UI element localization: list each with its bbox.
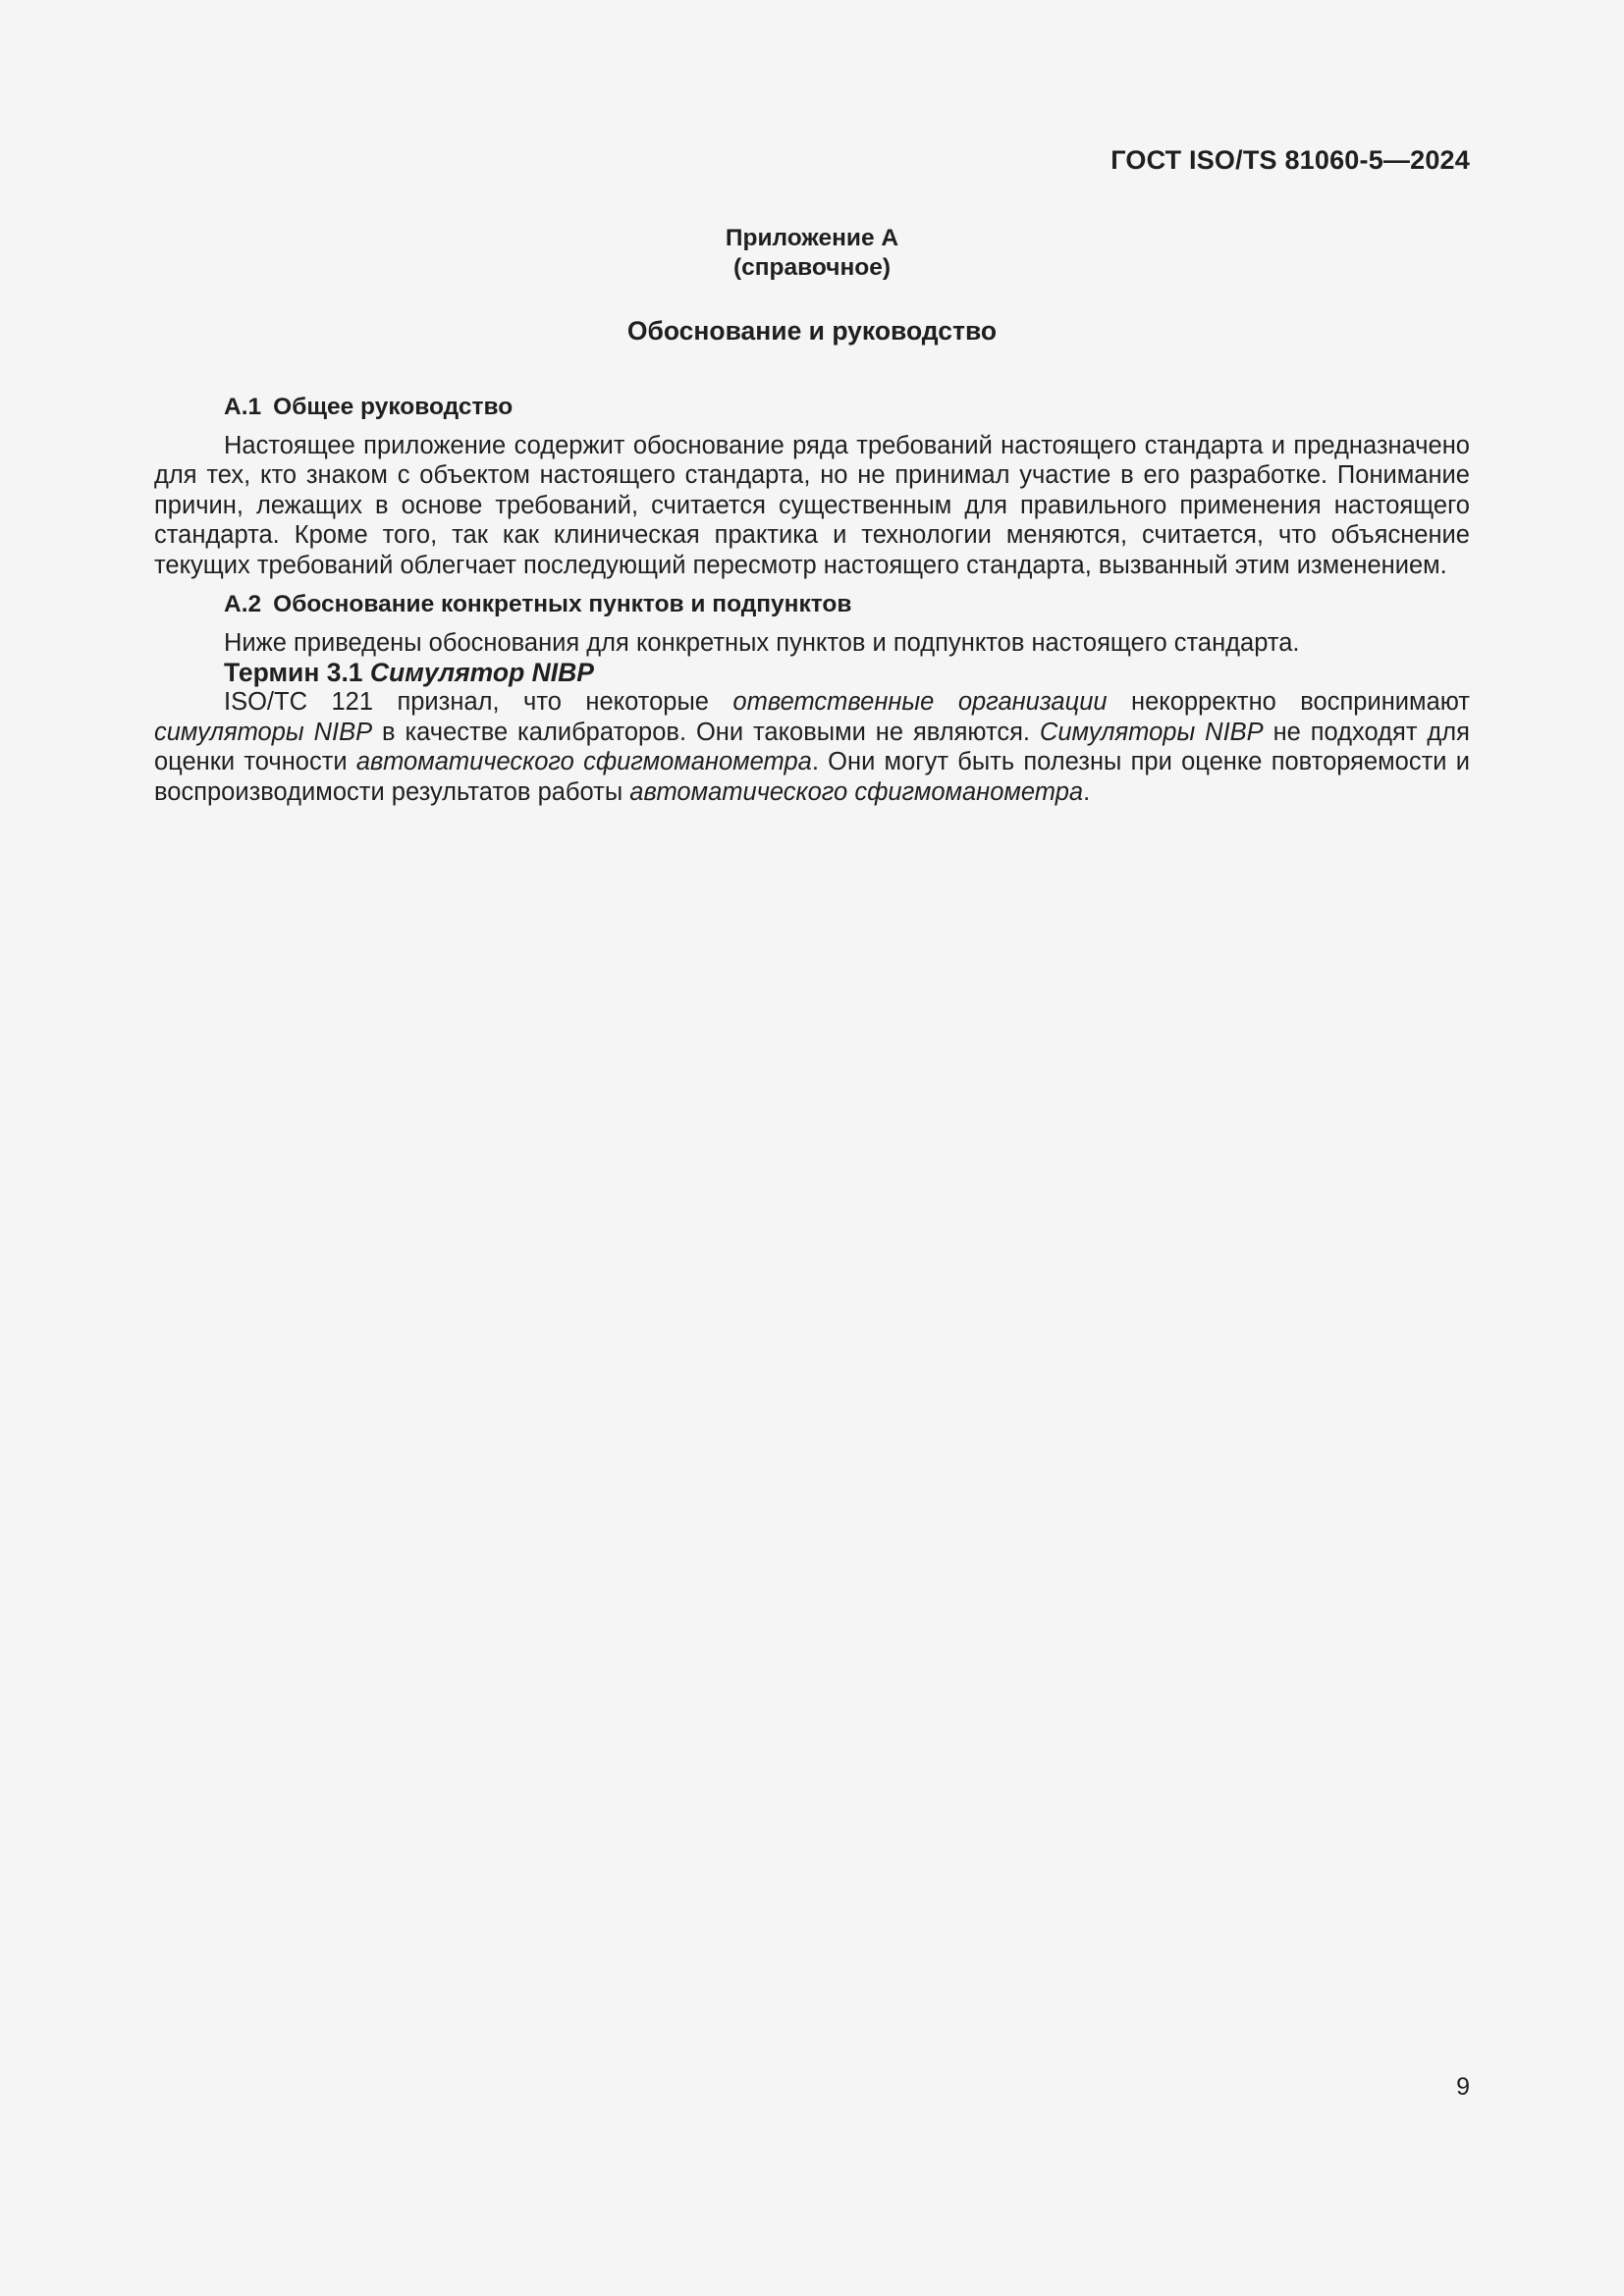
document-code: ГОСТ ISO/TS 81060-5—2024 [1110, 145, 1470, 175]
section-a2-heading [154, 590, 1470, 620]
term-paragraph [154, 687, 1470, 807]
term-text-3: в качестве калибраторов. Они таковыми не являются. [372, 718, 1040, 746]
section-a1-heading [154, 393, 1470, 423]
term-text-5: . Они могут быть полезны при оценке повторяемости и воспроизводимости результатов работы [154, 748, 1470, 806]
section-a2-title: Обоснование конкретных пунктов и подпунктов [273, 591, 852, 617]
term-italic-2: симуляторы NIBP [154, 718, 373, 746]
section-a1-title: Общее руководство [273, 394, 514, 420]
term-italic-5: автоматического сфигмоманометра [629, 777, 1084, 806]
term-text-6: . [1083, 777, 1091, 806]
section-a2-number: А.2 [224, 591, 262, 617]
annex-header [0, 224, 1624, 283]
annex-title: Обоснование и руководство [626, 316, 998, 346]
term-italic-3: Симуляторы NIBP [1039, 718, 1264, 746]
annex-label: Приложение А [725, 225, 899, 251]
page-number: 9 [1456, 2073, 1470, 2101]
section-a1-number: А.1 [224, 394, 262, 420]
term-label: Термин 3.1 [224, 658, 363, 687]
term-text-2: некорректно воспринимают [1107, 688, 1470, 716]
term-name: Симулятор NIBP [369, 658, 594, 687]
term-italic-4: автоматического сфигмоманометра [355, 748, 812, 775]
term-italic-1: ответственные организации [732, 688, 1108, 716]
annex-status: (справочное) [732, 254, 892, 281]
term-text-4: не подходят для оценки точности [154, 718, 1470, 775]
section-a1-paragraph: Настоящее приложение содержит обоснование ряда требований настоящего стандарта и предназначено для тех, кто знаком с объектом настоящего стандарта, но не принимал участие в его разработке. Понимание причин, лежащих в основе требований, считается существенным для правильного применения настоящего стандарта. Кроме того, так как клиническая практика и технологии меняются, считается, что объяснение текущих требований облегчает последующий пересмотр настоящего стандарта, вызванный этим изменением. [154, 431, 1470, 579]
term-text-1: ISO/TC 121 признал, что некоторые [224, 688, 733, 716]
annex-content [154, 393, 1470, 807]
term-heading [154, 658, 1470, 687]
section-a2-intro: Ниже приведены обоснования для конкретных пунктов и подпунктов настоящего стандарта. [224, 628, 1300, 657]
